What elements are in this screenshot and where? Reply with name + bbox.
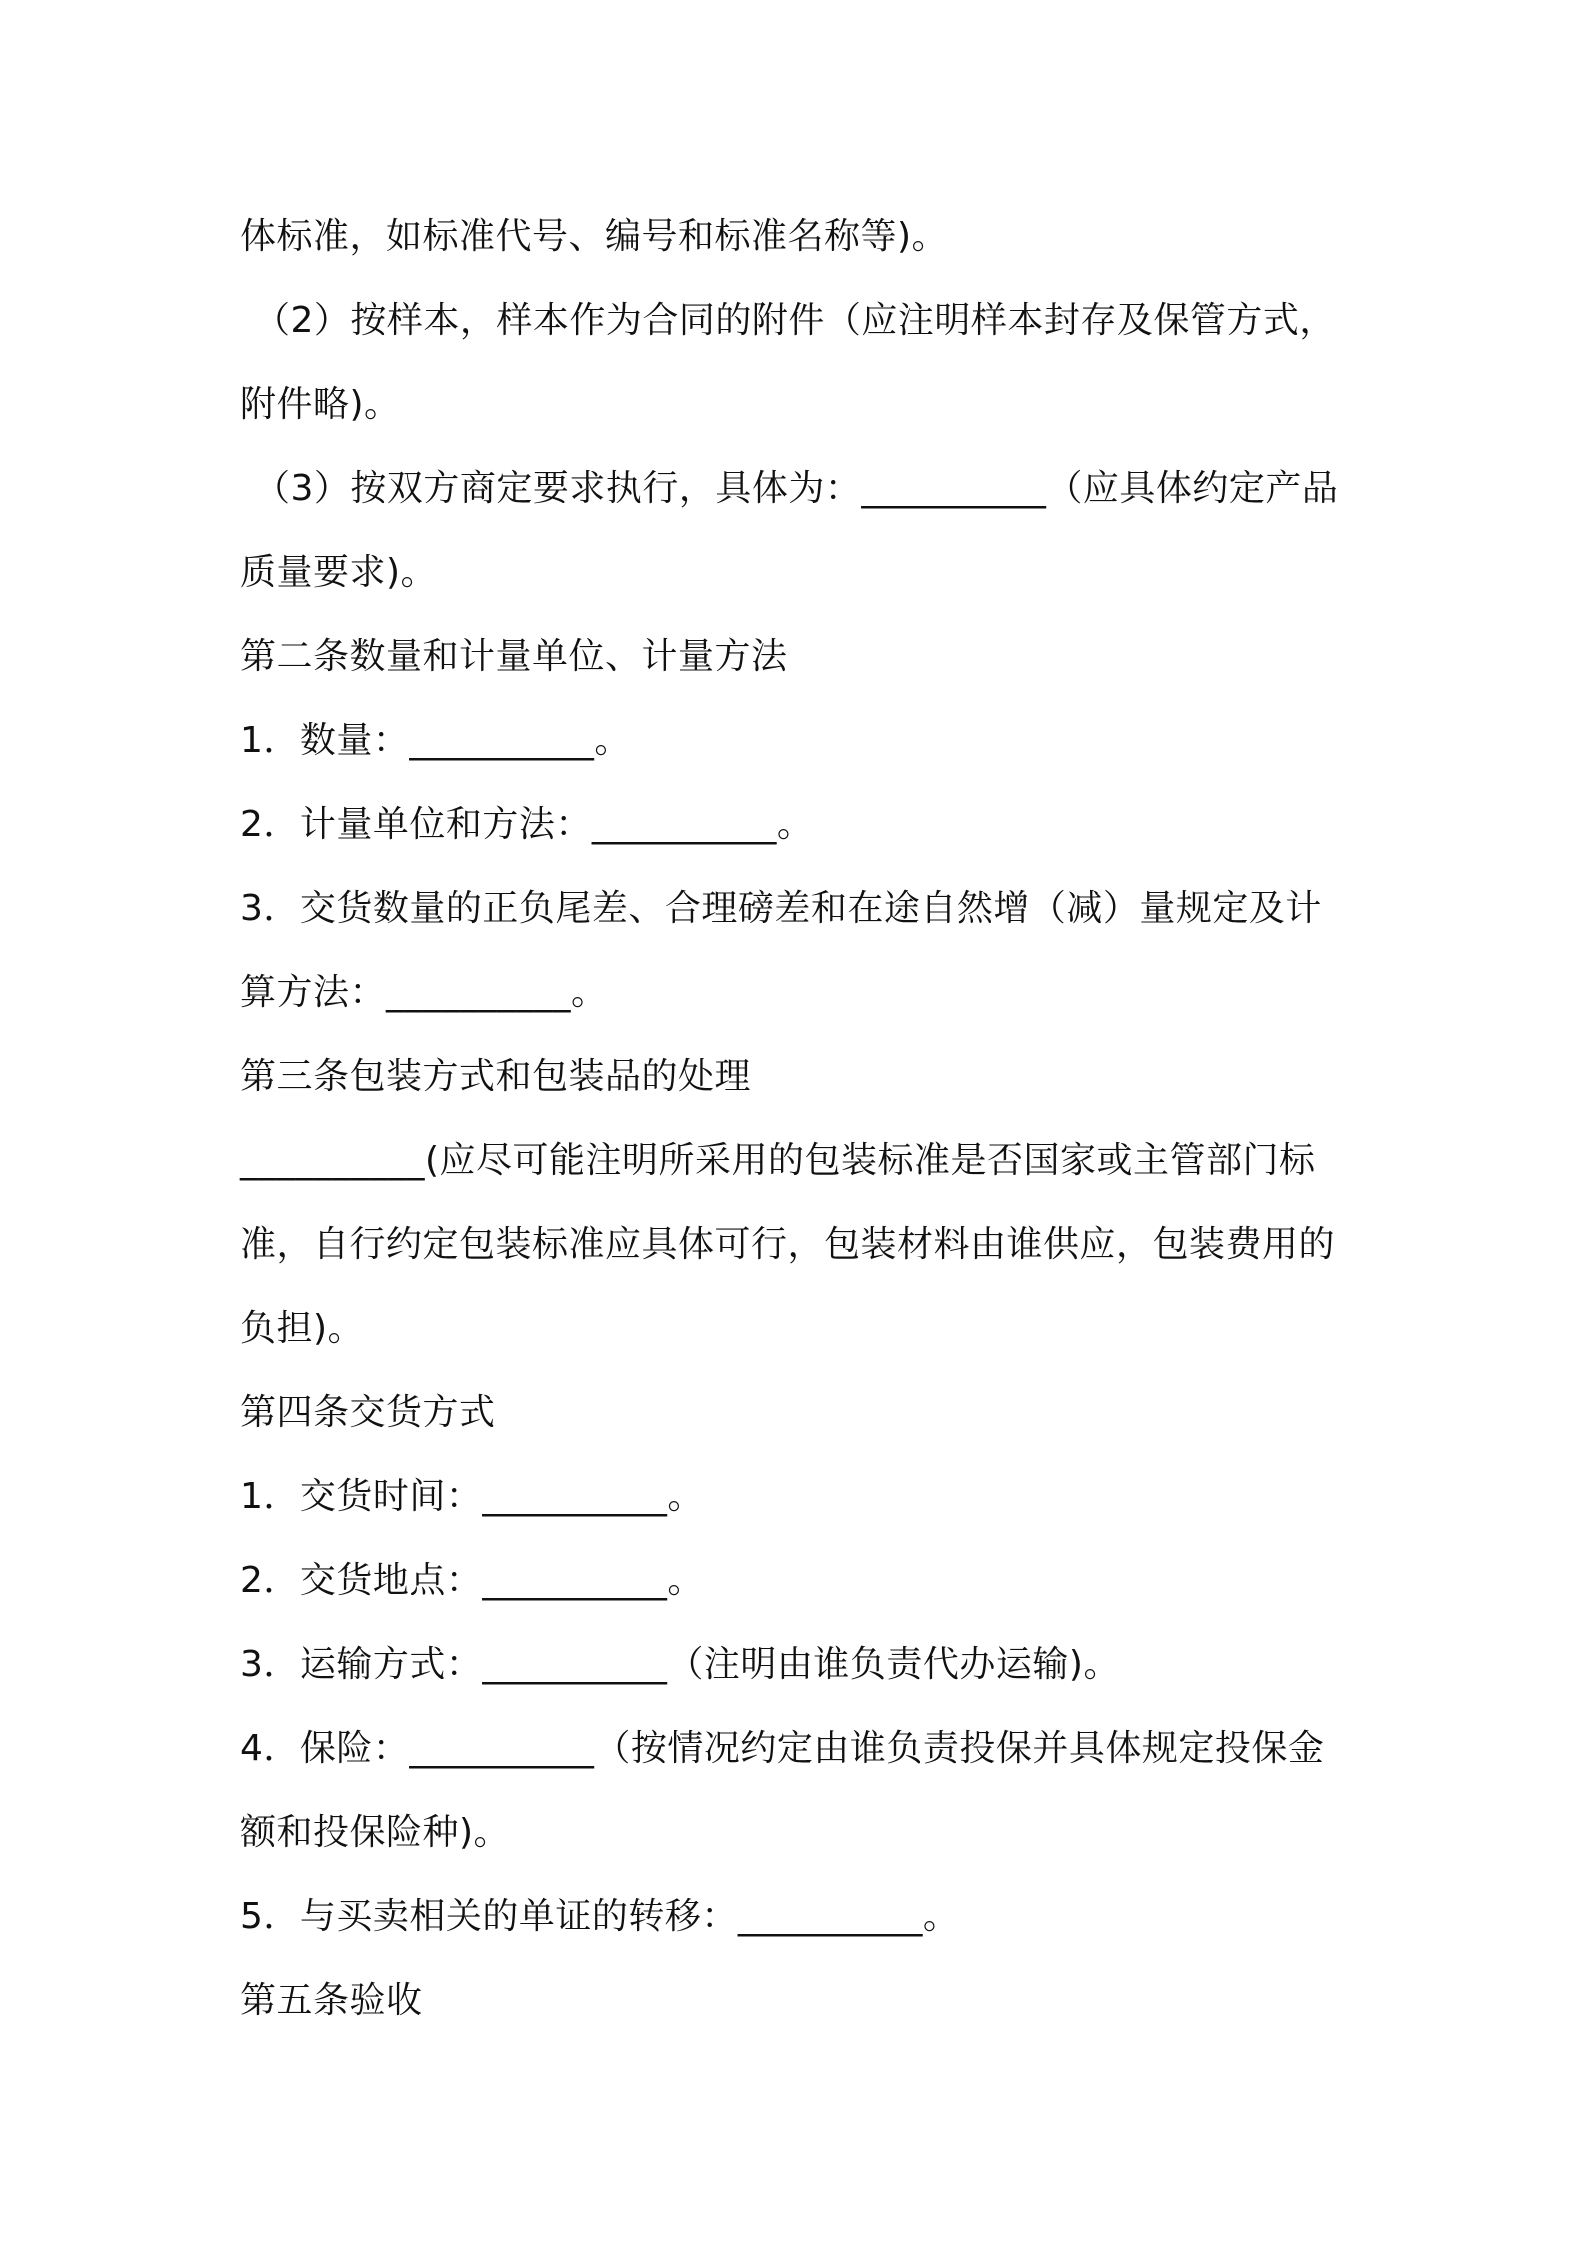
text-line: 1．交货时间：__________。 <box>240 1476 704 1517</box>
text-line: 3．交货数量的正负尾差、合理磅差和在途自然增（减）量规定及计 <box>240 888 1322 929</box>
document-body <box>240 195 1360 2043</box>
section-heading-article-4: 第四条交货方式 <box>240 1392 496 1433</box>
text-line: 4．保险：__________（按情况约定由谁负责投保并具体规定投保金 <box>240 1728 1325 1769</box>
text-line: 额和投保险种)。 <box>240 1812 511 1853</box>
text-line: 算方法：__________。 <box>240 972 608 1013</box>
text-line: 质量要求)。 <box>240 552 438 593</box>
text-line: 附件略)。 <box>240 384 401 425</box>
text-line: 2．计量单位和方法：__________。 <box>240 804 814 845</box>
section-heading-article-5: 第五条验收 <box>240 1980 423 2021</box>
text-line: 1．数量：__________。 <box>240 720 631 761</box>
text-line: 3．运输方式：__________（注明由谁负责代办运输)。 <box>240 1644 1120 1685</box>
text-line: （3）按双方商定要求执行，具体为：__________（应具体约定产品 <box>254 468 1339 509</box>
text-line: 5．与买卖相关的单证的转移：__________。 <box>240 1896 960 1937</box>
text-line: （2）按样本，样本作为合同的附件（应注明样本封存及保管方式， <box>254 300 1336 341</box>
text-line: 准，自行约定包装标准应具体可行，包装材料由谁供应，包装费用的 <box>240 1224 1336 1265</box>
text-line: 2．交货地点：__________。 <box>240 1560 704 1601</box>
section-heading-article-3: 第三条包装方式和包装品的处理 <box>240 1056 752 1097</box>
text-line: 负担)。 <box>240 1308 365 1349</box>
section-heading-article-2: 第二条数量和计量单位、计量方法 <box>240 636 788 677</box>
text-line: 体标准，如标准代号、编号和标准名称等)。 <box>240 216 949 257</box>
text-line: __________(应尽可能注明所采用的包装标准是否国家或主管部门标 <box>240 1140 1316 1181</box>
